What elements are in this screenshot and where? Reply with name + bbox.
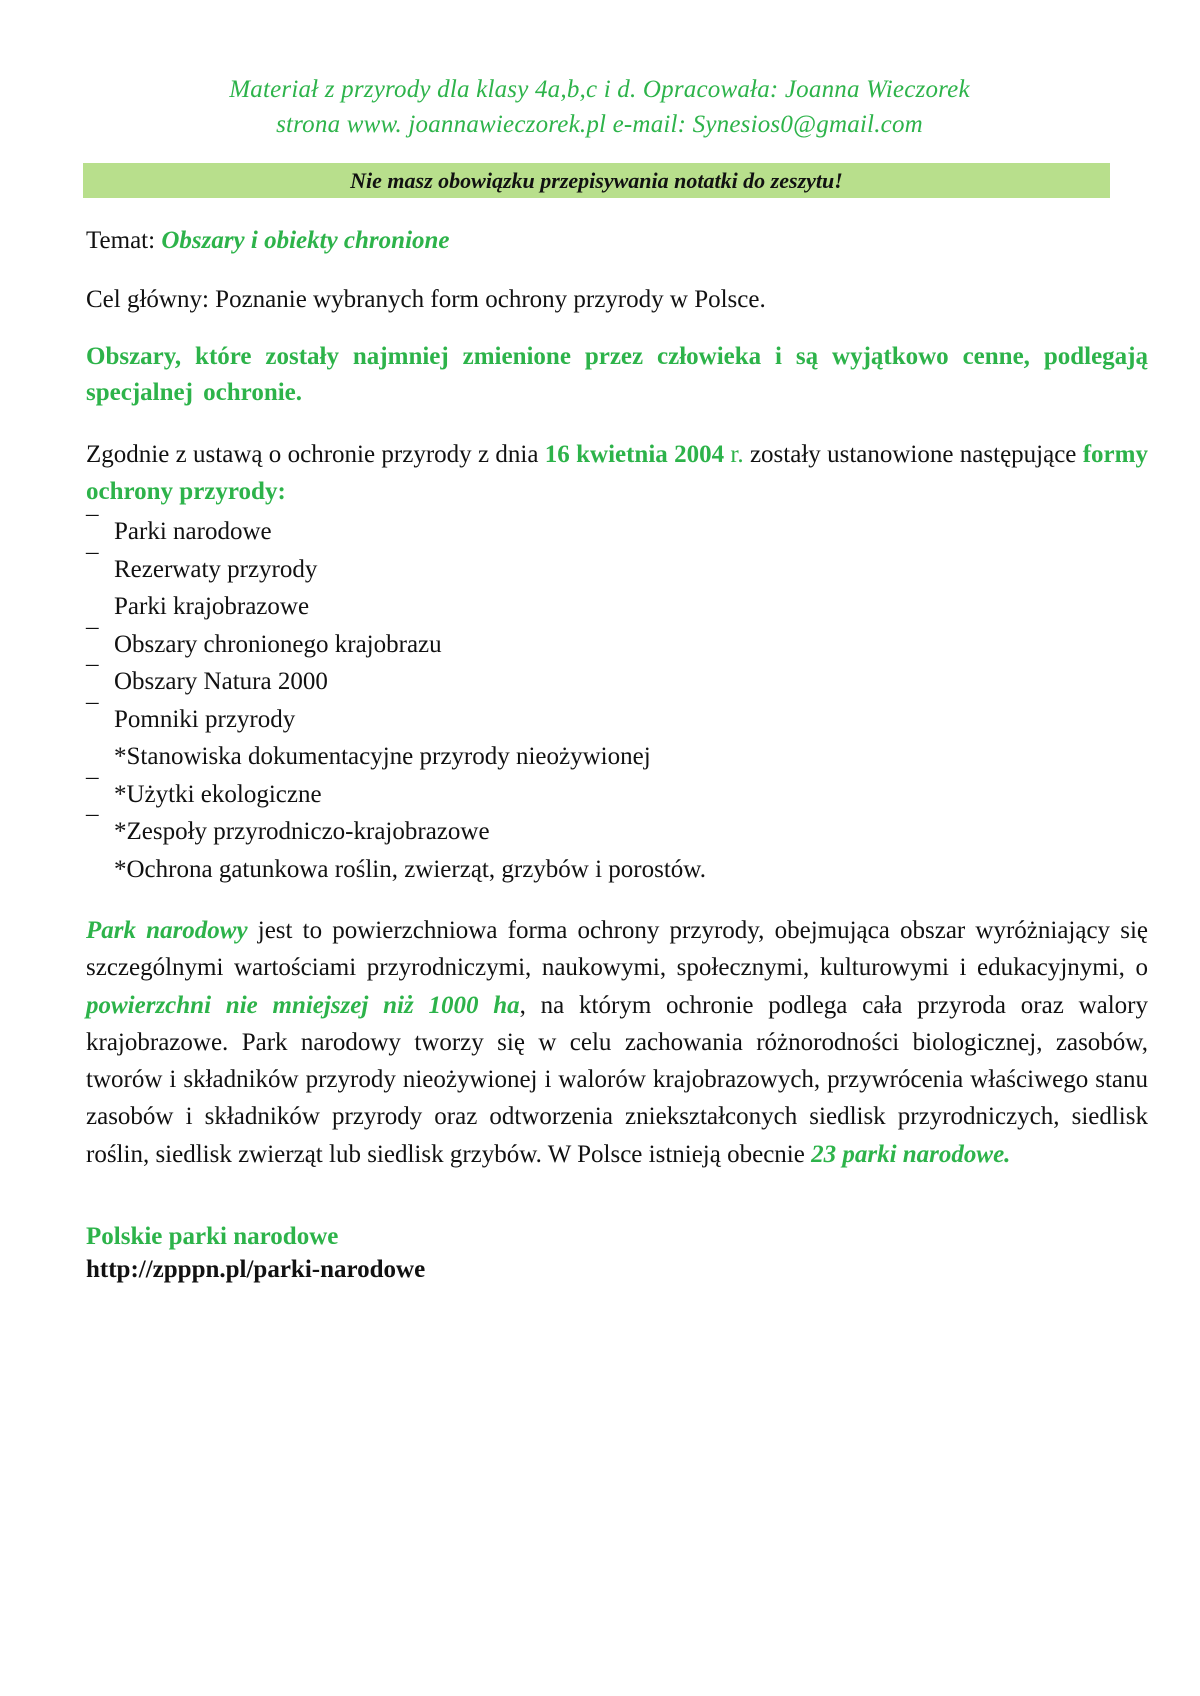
dash-bullet-icon: ¯	[86, 513, 99, 540]
forms-list-item-label: *Użytki ekologiczne	[114, 780, 322, 808]
dash-bullet-icon: ¯	[86, 775, 99, 803]
topic-label: Temat:	[86, 227, 162, 254]
dash-bullet-icon: ¯	[86, 813, 99, 840]
forms-list-item	[86, 813, 986, 851]
park-text-1: jest to powierzchniowa forma ochrony przyrody, obejmująca obszar wyróżniający się szczególnymi wartościami przyrodniczymi, naukowymi, społecznymi, kulturowymi i edukacyjnymi, o	[86, 917, 1148, 982]
forms-list-item-label: Parki krajobrazowe	[114, 593, 310, 620]
header-line-1: Materiał z przyrody dla klasy 4a,b,c i d. Opracowała: Joanna Wieczorek	[229, 76, 970, 103]
notice-banner: Nie masz obowiązku przepisywania notatki do zeszytu!	[83, 163, 1110, 198]
forms-list-item	[86, 551, 986, 589]
law-paragraph	[86, 436, 1148, 510]
park-term: Park narodowy	[86, 917, 248, 944]
forms-list-item	[86, 663, 986, 701]
forms-list	[86, 513, 986, 888]
forms-list-item-label: *Stanowiska dokumentacyjne przyrody nieożywionej	[114, 743, 651, 770]
park-area: powierzchni nie mniejszej niż 1000 ha	[86, 991, 520, 1019]
forms-list-item	[86, 851, 986, 889]
forms-list-item-label: Obszary Natura 2000	[114, 668, 328, 695]
parks-heading: Polskie parki narodowe	[86, 1223, 339, 1250]
forms-list-item-label: Parki narodowe	[114, 518, 272, 545]
law-r: r.	[724, 441, 744, 468]
dash-bullet-icon: ¯	[86, 663, 99, 690]
park-paragraph	[86, 912, 1148, 1173]
highlight-paragraph: Obszary, które zostały najmniej zmienione przez człowieka i są wyjątkowo cenne, podlegają specjalnej ochronie.	[86, 343, 1148, 406]
forms-list-item	[86, 513, 986, 551]
forms-list-item	[86, 588, 986, 626]
forms-list-item-label: *Zespoły przyrodniczo-krajobrazowe	[114, 818, 490, 845]
dash-bullet-icon: ¯	[86, 625, 99, 653]
document-header	[86, 72, 1113, 142]
topic-title: Obszary i obiekty chronione	[161, 227, 450, 254]
forms-list-item-label: Pomniki przyrody	[114, 705, 296, 733]
header-line-2: strona www. joannawieczorek.pl e-mail: Synesios0@gmail.com	[276, 111, 923, 138]
law-text-1: Zgodnie z ustawą o ochronie przyrody z dnia	[86, 441, 545, 468]
dash-bullet-icon: ¯	[86, 700, 99, 728]
park-text-2: , na którym ochronie podlega cała przyroda oraz walory krajobrazowe. Park narodowy tworzy się w celu zachowania różnorodności biologicznej, zasobów, tworów i składników przyrody nieożywionej i walorów krajobrazowych, przywrócenia właściwego stanu zasobów i składników przyrody oraz odtworzenia zniekształconych siedlisk przyrodniczych, siedlisk roślin, siedlisk zwierząt lub siedlisk grzybów. W Polsce istnieją obecnie	[86, 991, 1149, 1168]
topic-line	[86, 222, 1148, 259]
forms-list-item-label: *Ochrona gatunkowa roślin, zwierząt, grzybów i porostów.	[114, 855, 706, 883]
park-count: 23 parki narodowe.	[811, 1140, 1011, 1168]
forms-label: formy ochrony przyrody:	[86, 441, 1148, 505]
forms-list-item	[86, 738, 986, 776]
parks-link[interactable]: http://zpppn.pl/parki-narodowe	[86, 1256, 426, 1283]
forms-list-item-label: Rezerwaty przyrody	[114, 555, 318, 583]
forms-list-item	[86, 626, 986, 664]
goal-line: Cel główny: Poznanie wybranych form ochrony przyrody w Polsce.	[86, 286, 766, 313]
dash-bullet-icon: ¯	[86, 550, 99, 578]
forms-list-item	[86, 701, 986, 739]
forms-list-item-label: Obszary chronionego krajobrazu	[114, 630, 442, 658]
forms-list-item	[86, 776, 986, 814]
law-date: 16 kwietnia 2004	[544, 441, 725, 468]
law-text-2: zostały ustanowione następujące	[743, 441, 1083, 468]
